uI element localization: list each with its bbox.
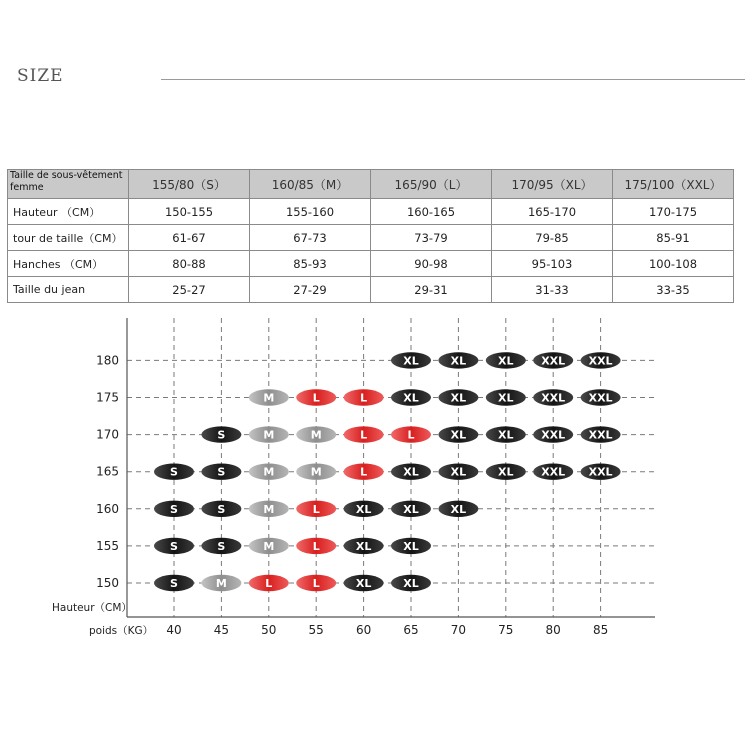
y-tick-label: 180 xyxy=(96,353,119,368)
size-marker-label: M xyxy=(263,465,275,479)
size-marker-s xyxy=(154,538,194,554)
size-marker-xl xyxy=(486,464,526,480)
x-tick-label: 40 xyxy=(166,623,182,637)
size-marker-label: XL xyxy=(498,354,514,368)
size-marker-label: L xyxy=(312,391,320,405)
size-marker-label: L xyxy=(407,428,415,442)
size-marker-xl xyxy=(391,501,431,517)
size-marker-label: XXL xyxy=(588,428,613,442)
size-marker-label: XXL xyxy=(588,354,613,368)
table-cell: 150-155 xyxy=(129,199,250,225)
table-cell: 29-31 xyxy=(371,277,492,303)
size-marker-label: XL xyxy=(403,577,419,590)
size-marker-label: L xyxy=(360,465,368,479)
size-marker-xl xyxy=(344,575,384,591)
x-tick-label: 55 xyxy=(308,623,324,637)
size-marker-label: S xyxy=(170,465,178,479)
size-marker-xl xyxy=(391,575,431,591)
table-cell: 61-67 xyxy=(129,225,250,251)
size-marker-s xyxy=(154,575,194,591)
x-tick-label: 70 xyxy=(450,623,467,637)
y-tick-label: 175 xyxy=(96,390,119,405)
size-marker-l xyxy=(296,501,336,517)
x-tick-label: 45 xyxy=(213,623,230,637)
size-marker-label: XXL xyxy=(541,391,566,405)
size-marker-m xyxy=(201,575,241,591)
size-marker-xxl xyxy=(581,389,621,405)
size-marker-m xyxy=(249,538,289,554)
x-tick-label: 65 xyxy=(403,623,419,637)
size-marker-l xyxy=(296,575,336,591)
table-corner-label: Taille de sous-vêtement femme xyxy=(8,170,129,199)
size-marker-s xyxy=(154,501,194,517)
x-tick-label: 85 xyxy=(592,623,609,637)
size-marker-xxl xyxy=(581,352,621,368)
size-marker-label: S xyxy=(217,502,226,516)
table-cell: 155-160 xyxy=(250,199,371,225)
size-marker-label: XL xyxy=(403,465,419,479)
size-marker-label: XL xyxy=(498,391,514,405)
size-marker-xxl xyxy=(581,426,621,442)
y-tick-label: 155 xyxy=(96,538,119,553)
size-marker-xl xyxy=(438,426,478,442)
row-header: Hauteur （CM） xyxy=(8,199,129,225)
size-markers xyxy=(154,352,621,591)
size-marker-m xyxy=(249,501,289,517)
size-marker-xl xyxy=(486,352,526,368)
size-marker-label: XXL xyxy=(588,465,613,479)
size-marker-label: L xyxy=(265,577,273,590)
size-marker-l xyxy=(344,464,384,480)
y-tick-label: 160 xyxy=(96,501,119,516)
size-marker-label: XL xyxy=(498,465,514,479)
table-cell: 25-27 xyxy=(129,277,250,303)
size-marker-xl xyxy=(391,464,431,480)
table-cell: 100-108 xyxy=(613,251,734,277)
x-tick-label: 50 xyxy=(261,623,277,637)
size-marker-label: XL xyxy=(403,539,419,553)
size-marker-label: XL xyxy=(450,465,467,479)
table-cell: 85-93 xyxy=(250,251,371,277)
size-marker-label: M xyxy=(310,428,322,442)
size-marker-label: XL xyxy=(355,577,372,590)
size-marker-label: M xyxy=(263,391,275,405)
size-marker-label: XL xyxy=(403,391,419,405)
table-cell: 31-33 xyxy=(492,277,613,303)
y-tick-label: 170 xyxy=(96,427,119,442)
size-marker-label: XL xyxy=(355,539,372,553)
size-marker-s xyxy=(201,538,241,554)
y-tick-label: 150 xyxy=(96,576,119,590)
size-marker-label: XXL xyxy=(541,465,566,479)
size-marker-xl xyxy=(486,389,526,405)
size-marker-xl xyxy=(438,464,478,480)
size-marker-xl xyxy=(391,538,431,554)
size-marker-label: L xyxy=(312,577,320,590)
size-marker-label: XL xyxy=(450,428,467,442)
size-marker-m xyxy=(249,464,289,480)
table-cell: 160-165 xyxy=(371,199,492,225)
size-marker-label: L xyxy=(360,428,368,442)
x-tick-label: 75 xyxy=(498,623,514,637)
table-cell: 33-35 xyxy=(613,277,734,303)
size-marker-s xyxy=(201,501,241,517)
size-marker-label: XXL xyxy=(588,391,613,405)
size-marker-xl xyxy=(344,538,384,554)
size-marker-label: S xyxy=(217,539,226,553)
size-marker-s xyxy=(154,464,194,480)
size-marker-l xyxy=(344,426,384,442)
x-axis-label: poids（KG） xyxy=(89,625,154,637)
size-marker-label: XL xyxy=(450,391,467,405)
table-cell: 73-79 xyxy=(371,225,492,251)
y-axis-label: Hauteur（CM） xyxy=(52,602,132,614)
row-header: tour de taille（CM） xyxy=(8,225,129,251)
size-marker-label: S xyxy=(170,502,178,516)
table-cell: 90-98 xyxy=(371,251,492,277)
table-cell: 165-170 xyxy=(492,199,613,225)
size-marker-xl xyxy=(391,352,431,368)
size-marker-label: M xyxy=(263,539,275,553)
size-marker-xl xyxy=(344,501,384,517)
size-marker-label: XXL xyxy=(541,354,566,368)
size-marker-xl xyxy=(438,389,478,405)
size-marker-m xyxy=(296,464,336,480)
size-marker-xl xyxy=(438,352,478,368)
table-cell: 67-73 xyxy=(250,225,371,251)
column-header: 175/100（XXL） xyxy=(613,170,734,199)
size-marker-m xyxy=(296,426,336,442)
size-marker-l xyxy=(249,575,289,591)
table-cell: 95-103 xyxy=(492,251,613,277)
size-marker-label: S xyxy=(170,539,178,553)
x-tick-label: 60 xyxy=(355,623,372,637)
size-marker-m xyxy=(249,389,289,405)
size-marker-l xyxy=(391,426,431,442)
size-marker-xxl xyxy=(533,389,573,405)
size-marker-label: XL xyxy=(498,428,514,442)
size-marker-label: XL xyxy=(355,502,372,516)
row-header: Hanches （CM） xyxy=(8,251,129,277)
row-header: Taille du jean xyxy=(8,277,129,303)
size-marker-xxl xyxy=(533,352,573,368)
size-marker-m xyxy=(249,426,289,442)
column-header: 170/95（XL） xyxy=(492,170,613,199)
column-header: 165/90（L） xyxy=(371,170,492,199)
table-cell: 170-175 xyxy=(613,199,734,225)
y-tick-label: 165 xyxy=(96,464,119,479)
size-marker-l xyxy=(296,538,336,554)
size-marker-label: XXL xyxy=(541,428,566,442)
size-marker-label: XL xyxy=(450,502,467,516)
size-marker-label: L xyxy=(312,539,320,553)
size-heading: SIZE xyxy=(17,66,64,86)
size-marker-xxl xyxy=(533,426,573,442)
size-marker-l xyxy=(296,389,336,405)
size-marker-s xyxy=(201,426,241,442)
size-marker-s xyxy=(201,464,241,480)
column-header: 155/80（S） xyxy=(129,170,250,199)
size-marker-xxl xyxy=(581,464,621,480)
size-marker-xl xyxy=(486,426,526,442)
size-marker-label: S xyxy=(217,428,226,442)
column-header: 160/85（M） xyxy=(250,170,371,199)
table-cell: 85-91 xyxy=(613,225,734,251)
size-marker-label: XL xyxy=(403,354,419,368)
table-cell: 79-85 xyxy=(492,225,613,251)
x-tick-label: 80 xyxy=(545,623,561,637)
table-cell: 80-88 xyxy=(129,251,250,277)
table-cell: 27-29 xyxy=(250,277,371,303)
size-marker-label: L xyxy=(360,391,368,405)
size-marker-label: M xyxy=(310,465,322,479)
size-marker-label: S xyxy=(217,465,226,479)
size-marker-label: M xyxy=(215,577,227,590)
size-marker-l xyxy=(344,389,384,405)
size-marker-label: L xyxy=(312,502,320,516)
size-marker-xl xyxy=(391,389,431,405)
size-marker-label: XL xyxy=(403,502,419,516)
size-marker-label: XL xyxy=(450,354,467,368)
size-marker-label: M xyxy=(263,428,275,442)
size-marker-xl xyxy=(438,501,478,517)
size-marker-label: S xyxy=(170,577,178,590)
size-marker-label: M xyxy=(263,502,275,516)
size-marker-xxl xyxy=(533,464,573,480)
